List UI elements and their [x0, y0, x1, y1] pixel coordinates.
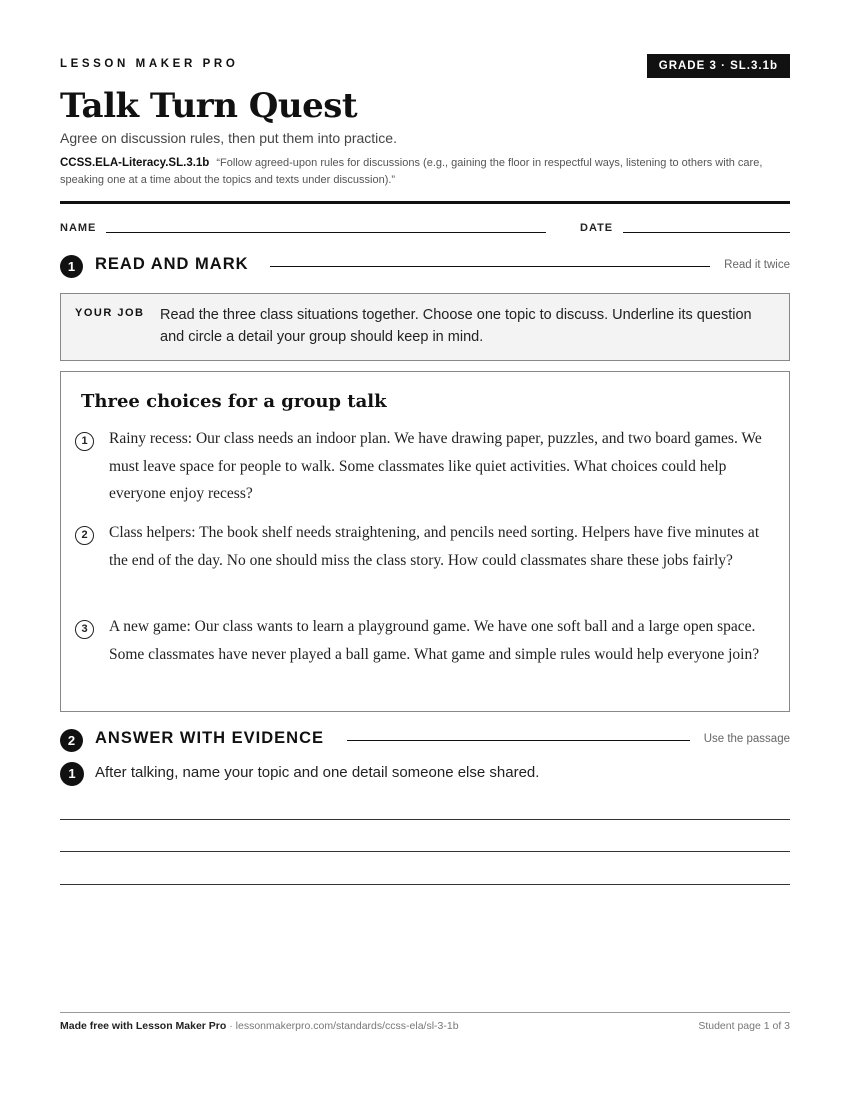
- page-subtitle: Agree on discussion rules, then put them into practice.: [60, 130, 397, 146]
- section-title: READ AND MARK: [95, 255, 249, 273]
- job-label: YOUR JOB: [75, 307, 145, 319]
- choice-number: 2: [75, 526, 94, 545]
- section-number-badge: 1: [60, 255, 83, 278]
- header-divider: [60, 201, 790, 204]
- your-job-box: [60, 293, 790, 361]
- answer-line[interactable]: [60, 819, 790, 820]
- section-1-header: [60, 254, 790, 278]
- footer-url: · lessonmakerpro.com/standards/ccss-ela/sl-3-1b: [229, 1020, 459, 1032]
- name-field[interactable]: [106, 232, 546, 233]
- footer-divider: [60, 1012, 790, 1013]
- standard-text: “Follow agreed-upon rules for discussions (e.g., gaining the floor in respectful ways, listening to others with care, speaking one at a time about the topics and texts under discussion).”: [60, 157, 763, 186]
- standard-code: CCSS.ELA-Literacy.SL.3.1b: [60, 157, 210, 169]
- section-divider: [270, 266, 710, 267]
- section-title: ANSWER WITH EVIDENCE: [95, 729, 325, 747]
- choice-text: Class helpers: The book shelf needs straightening, and pencils need sorting. Helpers have five minutes at the end of the day. No one should miss the class story. How could classmates share these jobs fairly?: [109, 524, 760, 569]
- standard-description: [60, 155, 790, 189]
- footer-made-with: Made free with Lesson Maker Pro: [60, 1020, 227, 1032]
- name-date-row: [60, 222, 790, 236]
- name-label: NAME: [60, 222, 97, 234]
- answer-line[interactable]: [60, 851, 790, 852]
- section-divider: [347, 740, 690, 741]
- choice-number: 3: [75, 620, 94, 639]
- answer-line[interactable]: [60, 884, 790, 885]
- date-field[interactable]: [623, 232, 790, 233]
- worksheet-page: [60, 0, 790, 1100]
- grade-badge: GRADE 3 · SL.3.1b: [647, 54, 790, 78]
- section-note: Read it twice: [724, 259, 790, 271]
- page-indicator: Student page 1 of 3: [698, 1020, 790, 1032]
- choice-text: A new game: Our class wants to learn a playground game. We have one soft ball and a large open space. Some classmates have never played a ball game. What game and simple rules would help everyone join?: [109, 618, 760, 663]
- date-label: DATE: [580, 222, 614, 234]
- section-note: Use the passage: [703, 733, 790, 745]
- passage-title: Three choices for a group talk: [81, 391, 387, 412]
- page-title: Talk Turn Quest: [60, 86, 358, 126]
- question-number-badge: 1: [60, 762, 84, 786]
- choice-text: Rainy recess: Our class needs an indoor plan. We have drawing paper, puzzles, and two board games. We must leave space for people to walk. Some classmates like quiet activities. What choices could help everyone enjoy recess?: [109, 430, 762, 502]
- question-1: [60, 762, 790, 786]
- brand-name: LESSON MAKER PRO: [60, 58, 239, 70]
- job-instructions: Read the three class situations together. Choose one topic to discuss. Underline its question and circle a detail your group should keep in mind.: [160, 307, 752, 345]
- section-2-header: [60, 728, 790, 752]
- footer-credit: [60, 1020, 459, 1032]
- passage-box: [60, 371, 790, 712]
- section-number-badge: 2: [60, 729, 83, 752]
- question-text: After talking, name your topic and one detail someone else shared.: [95, 764, 540, 781]
- choice-number: 1: [75, 432, 94, 451]
